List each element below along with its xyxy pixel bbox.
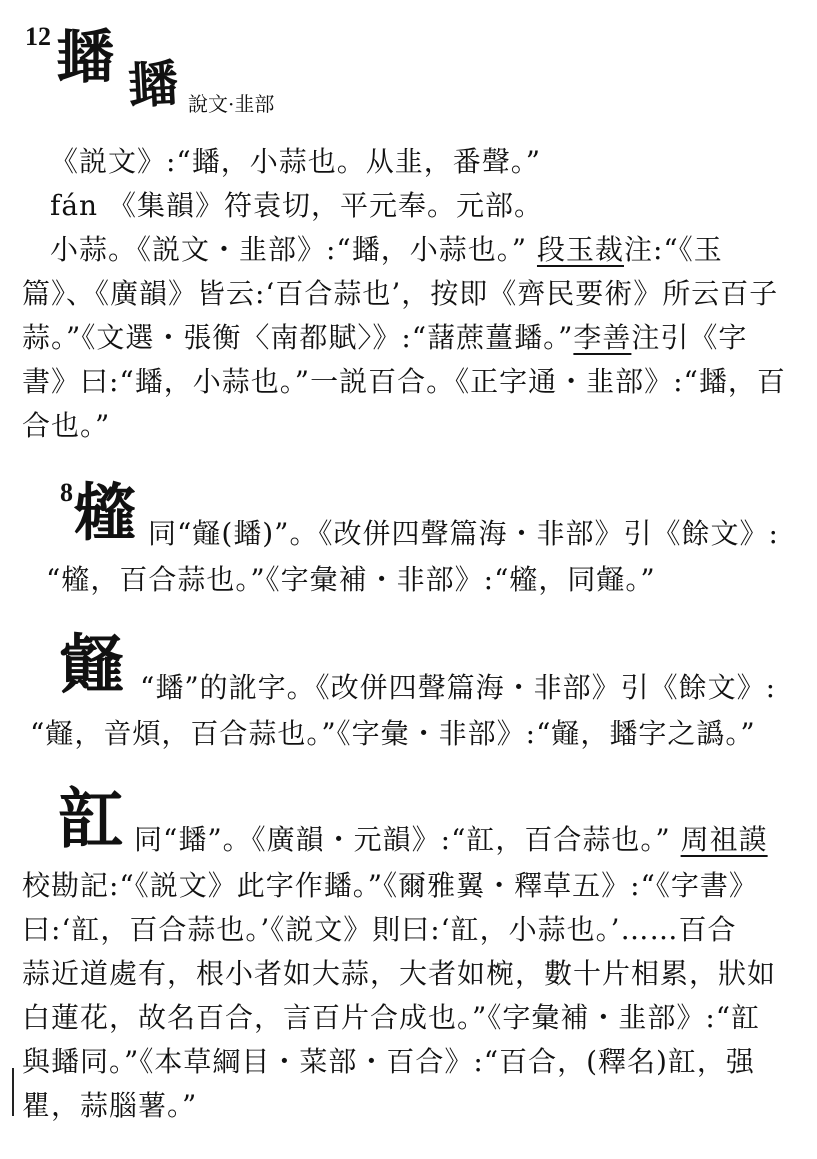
margin-rule [12, 1068, 14, 1116]
text-line: 校勘記:“《説文》此字作䪤。”《爾雅翼・釋草五》:“《字書》 [22, 869, 758, 902]
text-line: 曰:‘䪦，百合蒜也。’《説文》則曰:‘䪦，小蒜也。’……百合 [22, 913, 737, 946]
stroke-count: 12 [25, 22, 51, 51]
seal-script-glyph: 䪤 [126, 53, 180, 116]
annotator-name: 段玉裁 [536, 233, 624, 266]
text-line: “䪤”的訛字。《改併四聲篇海・非部》引《餘文》: [140, 671, 777, 704]
text-line: 瞿，蒜腦薯。” [22, 1089, 198, 1122]
annotator-name: 周祖謨 [680, 823, 768, 856]
seal-source-label: 說文·韭部 [188, 92, 275, 116]
text-line: 合也。” [22, 409, 111, 442]
text-line: “䪥，音煩，百合蒜也。”《字彙・非部》:“䪥，䪤字之譌。” [30, 717, 756, 750]
text-line: 蒜。”《文選・張衡〈南都賦〉》:“藷蔗薑䪤。”李善注引《字 [22, 321, 748, 354]
stroke-count: 8 [60, 478, 73, 507]
annotator-name: 李善 [573, 321, 632, 354]
head-character: 䪦 [58, 780, 124, 858]
text-line: 白蓮花，故名百合，言百片合成也。”《字彙補・韭部》:“䪦 [22, 1001, 761, 1034]
text-line: fán 《集韻》符袁切，平元奉。元部。 [50, 189, 543, 222]
text-line: “䪢，百合蒜也。”《字彙補・非部》:“䪢，同䪥。” [46, 563, 656, 596]
text-line: 蒜近道處有，根小者如大蒜，大者如椀，數十片相累，狀如 [22, 957, 777, 990]
text-line: 篇》、《廣韻》皆云:‘百合蒜也’，按即《齊民要術》所云百子 [22, 277, 779, 310]
text-line: 書》曰:“䪤，小蒜也。”一説百合。《正字通・韭部》:“䪤，百 [22, 365, 786, 398]
text-line: 與䪤同。”《本草綱目・菜部・百合》:“百合，(釋名)䪦，强 [22, 1045, 755, 1078]
text-line: 小蒜。《説文・韭部》:“䪤，小蒜也。” 段玉裁注:“《玉 [50, 233, 723, 266]
head-character: 䪥 [60, 628, 124, 703]
head-character: 䪤 [56, 23, 115, 91]
head-character: 䪢 [74, 476, 137, 549]
text-line: 同“䪥(䪤)”。《改併四聲篇海・非部》引《餘文》: [148, 517, 779, 550]
text-line: 同“䪤”。《廣韻・元韻》:“䪦，百合蒜也。” 周祖謨 [134, 823, 768, 856]
text-line: 《説文》:“䪤，小蒜也。从韭，番聲。” [50, 145, 542, 178]
